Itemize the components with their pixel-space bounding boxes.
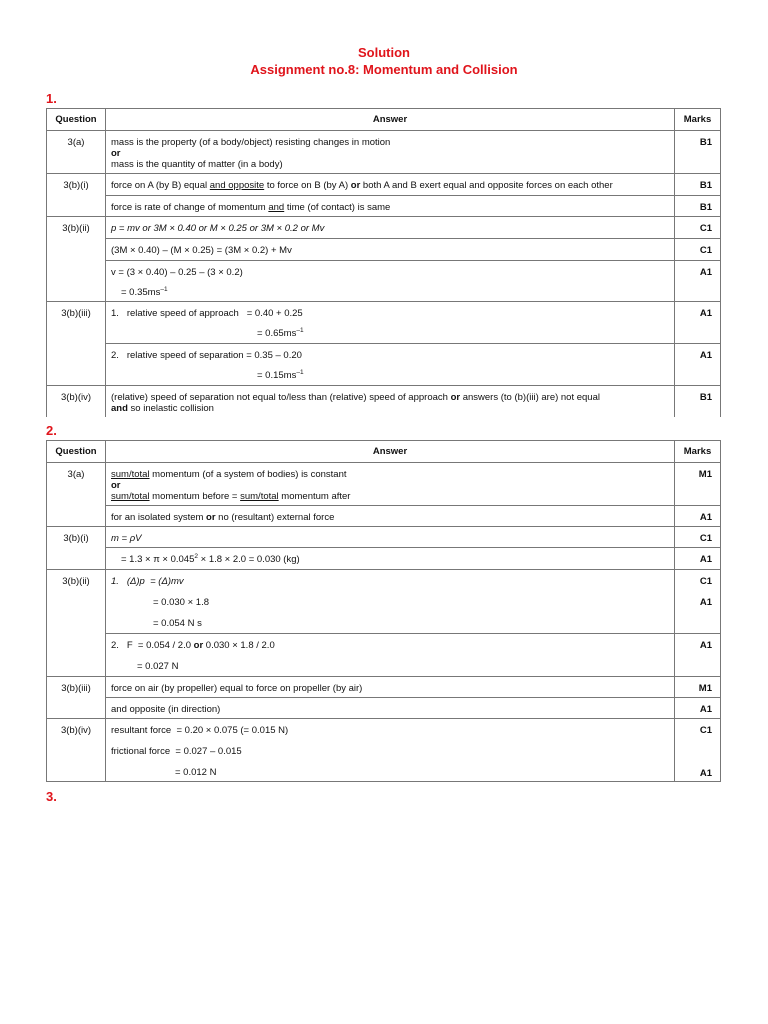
mark: A1	[675, 506, 721, 527]
question-label: 3(b)(i)	[47, 527, 106, 570]
answer-text: so inelastic collision	[127, 403, 214, 414]
mark: A1	[675, 261, 721, 302]
page-title: Solution	[358, 45, 410, 60]
answer-result	[111, 287, 670, 298]
table-row	[47, 302, 721, 344]
answer-line: 1. relative speed of approach = 0.40 + 0.25	[111, 308, 303, 319]
answer-line	[111, 469, 670, 480]
table-row	[47, 131, 721, 174]
answer-or: or	[111, 480, 121, 491]
mark: A1	[675, 344, 721, 386]
answer-text: no (resultant) external force	[215, 512, 335, 523]
answer-line: 2. relative speed of separation = 0.35 – 0.20	[111, 350, 302, 361]
answer-underlined: and opposite	[209, 180, 265, 191]
answer-cell	[106, 570, 675, 634]
answer-cell	[106, 344, 675, 386]
table-row	[47, 344, 721, 386]
table-row	[47, 506, 721, 527]
answer-text: momentum before =	[149, 491, 241, 502]
answer-line	[111, 640, 670, 651]
header-question: Question	[47, 441, 106, 463]
answer-or: or	[193, 640, 204, 651]
answer-line: 1. (Δ)p = (Δ)mv	[111, 576, 184, 587]
answer-underlined: and	[268, 202, 285, 213]
question-label: 3(b)(iii)	[47, 302, 106, 386]
mark-scheme-table-2	[46, 440, 721, 782]
answer-text: 0.030 × 1.8 / 2.0	[203, 640, 275, 651]
table-row	[47, 719, 721, 782]
mark: C1	[675, 239, 721, 261]
answer-or: or	[450, 392, 461, 403]
mark-group	[675, 719, 721, 782]
table-row	[47, 634, 721, 677]
answer-line: mass is the quantity of matter (in a body)	[111, 159, 283, 170]
mark-group	[675, 570, 721, 634]
table-row	[47, 570, 721, 634]
header-marks: Marks	[675, 109, 721, 131]
answer-cell	[106, 386, 675, 418]
answer-line: = 0.027 N	[137, 661, 179, 672]
answer-line: frictional force = 0.027 – 0.015	[111, 746, 242, 757]
answer-text: to force on B (by A)	[264, 180, 351, 191]
table-header-row	[47, 441, 721, 463]
answer-line	[111, 403, 670, 414]
answer-underlined: sum/total	[240, 491, 279, 502]
answer-cell: p = mv or 3M × 0.40 or M × 0.25 or 3M × 0.2 or Mv	[106, 217, 675, 239]
question-label: 3(b)(ii)	[47, 217, 106, 302]
mark: C1	[675, 527, 721, 548]
answer-value: = 0.35ms	[121, 287, 161, 298]
table-header-row	[47, 109, 721, 131]
answer-cell	[106, 302, 675, 344]
table-row	[47, 196, 721, 217]
header-marks: Marks	[675, 441, 721, 463]
answer-line: = 0.012 N	[175, 767, 217, 778]
mark: B1	[675, 386, 721, 418]
answer-text: for an isolated system	[111, 512, 207, 523]
answer-line: = 0.030 × 1.8	[153, 597, 209, 608]
unit-exponent: –1	[296, 368, 304, 376]
answer-line	[111, 392, 670, 403]
answer-cell: and opposite (in direction)	[106, 698, 675, 719]
unit-exponent: –1	[160, 285, 168, 293]
table-row	[47, 217, 721, 239]
mark: A1	[675, 548, 721, 570]
mark: C1	[675, 217, 721, 239]
answer-cell	[106, 196, 675, 217]
answer-text: momentum (of a system of bodies) is constant	[149, 469, 347, 480]
answer-line	[111, 491, 670, 502]
table-row	[47, 239, 721, 261]
question-label: 3(b)(iv)	[47, 386, 106, 418]
mark: A1	[675, 698, 721, 719]
answer-cell	[106, 506, 675, 527]
answer-cell	[106, 131, 675, 174]
answer-result	[111, 328, 670, 339]
header-answer: Answer	[106, 109, 675, 131]
answer-or: or	[206, 512, 216, 523]
answer-text: × 1.8 × 2.0 = 0.030 (kg)	[198, 554, 300, 565]
answer-text: both A and B exert equal and opposite forces on each other	[360, 180, 613, 191]
header-answer: Answer	[106, 441, 675, 463]
answer-or: or	[111, 148, 121, 159]
section-number-1: 1.	[46, 91, 57, 106]
section-number-3: 3.	[46, 789, 57, 804]
table-row	[47, 677, 721, 698]
answer-cell	[106, 463, 675, 506]
table-row	[47, 527, 721, 548]
table-row	[47, 261, 721, 302]
table-row	[47, 386, 721, 418]
header-question: Question	[47, 109, 106, 131]
answer-result	[111, 370, 670, 381]
answer-underlined: sum/total	[111, 469, 150, 480]
table-row	[47, 174, 721, 196]
answer-and: and	[111, 403, 128, 414]
section-number-2: 2.	[46, 423, 57, 438]
question-label: 3(b)(i)	[47, 174, 106, 217]
answer-cell: m = ρV	[106, 527, 675, 548]
answer-cell	[106, 548, 675, 570]
answer-line: resultant force = 0.20 × 0.075 (= 0.015 N)	[111, 725, 289, 736]
question-label: 3(b)(iii)	[47, 677, 106, 719]
mark: B1	[675, 131, 721, 174]
answer-line: = 0.054 N s	[153, 618, 202, 629]
answer-cell: (3M × 0.40) – (M × 0.25) = (3M × 0.2) + Mv	[106, 239, 675, 261]
answer-value: = 0.65ms	[257, 328, 297, 339]
mark: C1	[699, 576, 712, 587]
question-label: 3(a)	[47, 463, 106, 527]
mark: A1	[675, 634, 721, 677]
mark: A1	[699, 768, 712, 779]
question-label: 3(a)	[47, 131, 106, 174]
answer-text: time (of contact) is same	[284, 202, 391, 213]
mark: M1	[675, 677, 721, 698]
answer-text: 2. F = 0.054 / 2.0	[111, 640, 194, 651]
answer-text: force is rate of change of momentum	[111, 202, 269, 213]
answer-text: force on A (by B) equal	[111, 180, 210, 191]
table-row	[47, 548, 721, 570]
answer-cell	[106, 719, 675, 782]
table-row	[47, 463, 721, 506]
answer-underlined: sum/total	[111, 491, 150, 502]
mark: A1	[699, 597, 712, 608]
answer-text: momentum after	[278, 491, 351, 502]
answer-cell	[106, 261, 675, 302]
answer-text: answers (to (b)(iii) are) not equal	[460, 392, 600, 403]
answer-line: v = (3 × 0.40) – 0.25 – (3 × 0.2)	[111, 267, 243, 278]
mark: M1	[675, 463, 721, 506]
page-subtitle: Assignment no.8: Momentum and Collision	[250, 62, 518, 77]
table-row	[47, 698, 721, 719]
question-label: 3(b)(iv)	[47, 719, 106, 782]
answer-text: = 1.3 × π × 0.045	[121, 554, 195, 565]
mark: C1	[699, 725, 712, 736]
answer-text: (relative) speed of separation not equal to/less than (relative) speed of approach	[111, 392, 451, 403]
mark: A1	[675, 302, 721, 344]
answer-line: mass is the property (of a body/object) resisting changes in motion	[111, 137, 391, 148]
answer-cell	[106, 634, 675, 677]
exponent: 2	[194, 552, 198, 560]
answer-or: or	[350, 180, 361, 191]
answer-cell	[106, 174, 675, 196]
question-label: 3(b)(ii)	[47, 570, 106, 677]
mark: B1	[675, 196, 721, 217]
mark: B1	[675, 174, 721, 196]
answer-value: = 0.15ms	[257, 370, 297, 381]
unit-exponent: –1	[296, 326, 304, 334]
answer-cell: force on air (by propeller) equal to force on propeller (by air)	[106, 677, 675, 698]
mark-scheme-table-1	[46, 108, 721, 417]
